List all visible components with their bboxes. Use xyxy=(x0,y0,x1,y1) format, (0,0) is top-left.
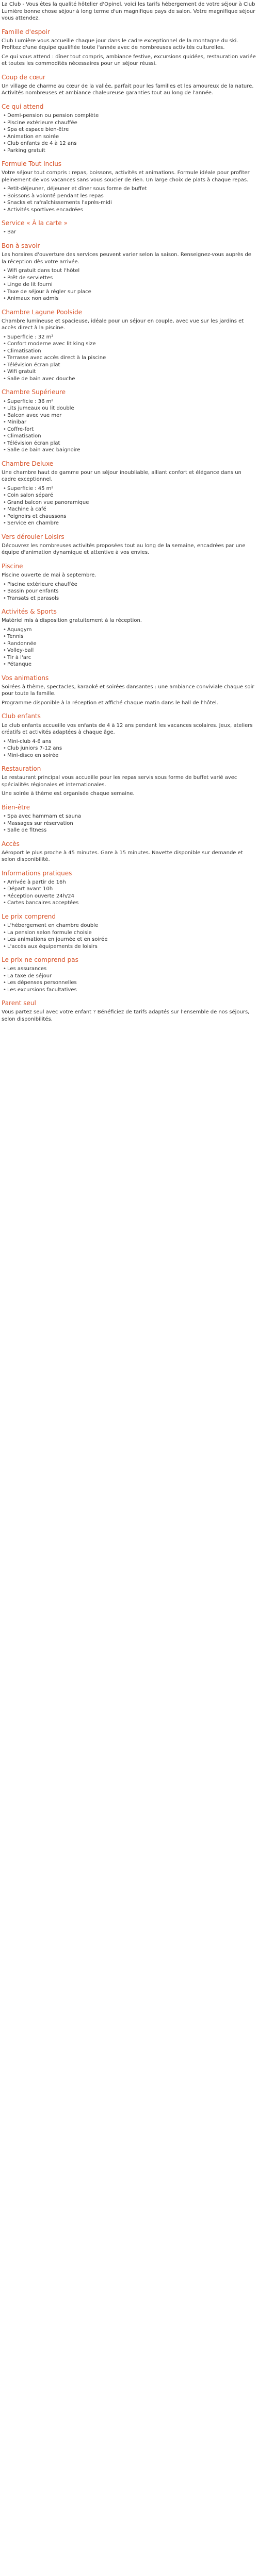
section-paragraph: Le club enfants accueille vos enfants de 4 à 12 ans pendant les vacances scolaires. Jeux, ateliers créatifs et activités adaptées à chaque âge. xyxy=(2,722,253,736)
section-title: Piscine xyxy=(2,562,23,570)
page-content xyxy=(0,0,258,1030)
list-item: • Balcon avec vue mer xyxy=(7,412,256,419)
list-item: • La pension selon formule choisie xyxy=(7,929,256,937)
section-block xyxy=(2,460,256,527)
intro-text: La Club - Vous êtes la qualité hôtelier d'Opinel, voici les tarifs hébergement de votre séjour à Club Lumière bonne chose séjour à long terme d'un magnifique pays de salon. Votre magnifique séjour vous attendez. xyxy=(2,2,255,21)
list-item: • L'hébergement en chambre double xyxy=(7,922,256,929)
list-item: • Coffre-fort xyxy=(7,426,256,433)
section-title: Parent seul xyxy=(2,999,36,1007)
list-item: • Pétanque xyxy=(7,661,256,668)
list-item: • La taxe de séjour xyxy=(7,973,256,980)
list-item: • Massages sur réservation xyxy=(7,820,256,827)
section-list xyxy=(2,334,256,383)
list-item: • Climatisation xyxy=(7,348,256,355)
list-item: • Club enfants de 4 à 12 ans xyxy=(7,140,256,147)
section-block xyxy=(2,765,256,798)
section-block xyxy=(2,912,256,950)
list-item: • Activités sportives encadrées xyxy=(7,207,256,214)
section-paragraph: Une soirée à thème est organisée chaque semaine. xyxy=(2,791,135,797)
section-title: Accès xyxy=(2,840,20,848)
section-block xyxy=(2,674,256,707)
section-paragraph: Ce qui vous attend : dîner tout compris, ambiance festive, excursions guidées, restauration variée et toutes les commodités nécessaires pour un séjour réussi. xyxy=(2,54,256,67)
section-list xyxy=(2,185,256,213)
list-item: • Les animations en journée et en soirée xyxy=(7,936,256,943)
list-item: • Snacks et rafraîchissements l'après-midi xyxy=(7,199,256,207)
list-item: • Salle de bain avec baignoire xyxy=(7,447,256,454)
section-title: Ce qui attend xyxy=(2,103,44,110)
section-block xyxy=(2,803,256,834)
list-item: • Arrivée à partir de 16h xyxy=(7,879,256,886)
section-list xyxy=(2,267,256,302)
section-block xyxy=(2,73,256,97)
list-item: • Spa avec hammam et sauna xyxy=(7,813,256,820)
list-item: • Piscine extérieure chauffée xyxy=(7,581,256,588)
list-item: • Les excursions facultatives xyxy=(7,987,256,994)
section-block xyxy=(2,956,256,993)
section-block xyxy=(2,712,256,759)
section-paragraph: Votre séjour tout compris : repas, boissons, activités et animations. Formule idéale pour profiter pleinement de vos vacances sans vous soucier de rien. Un large choix de plats à chaque repas. xyxy=(2,170,250,183)
sections-container xyxy=(2,28,256,1023)
list-item: • Taxe de séjour à régler sur place xyxy=(7,289,256,296)
section-list xyxy=(2,879,256,907)
section-paragraph: Les horaires d'ouverture des services peuvent varier selon la saison. Renseignez-vous auprès de la réception dès votre arrivée. xyxy=(2,252,251,265)
list-item: • Réception ouverte 24h/24 xyxy=(7,893,256,900)
section-paragraph: Aéroport le plus proche à 45 minutes. Gare à 15 minutes. Navette disponible sur demande et selon disponibilité. xyxy=(2,850,243,863)
list-item: • Télévision écran plat xyxy=(7,362,256,369)
section-block xyxy=(2,160,256,213)
section-title: Activités & Sports xyxy=(2,608,57,616)
list-item: • Animation en soirée xyxy=(7,133,256,141)
list-item: • Grand balcon vue panoramique xyxy=(7,499,256,506)
list-item: • Cartes bancaires acceptées xyxy=(7,900,256,907)
section-title: Le prix ne comprend pas xyxy=(2,956,78,964)
section-block xyxy=(2,242,256,302)
section-paragraph: Une chambre haut de gamme pour un séjour inoubliable, alliant confort et élégance dans un cadre exceptionnel. xyxy=(2,469,241,483)
section-title: Chambre Deluxe xyxy=(2,460,54,467)
section-block xyxy=(2,103,256,154)
list-item: • Salle de bain avec douche xyxy=(7,376,256,383)
section-title: Club enfants xyxy=(2,713,41,720)
section-block xyxy=(2,388,256,453)
section-block xyxy=(2,607,256,668)
list-item: • Climatisation xyxy=(7,433,256,440)
list-item: • Les assurances xyxy=(7,965,256,973)
list-item: • Randonnée xyxy=(7,640,256,648)
section-paragraph: Matériel mis à disposition gratuitement à la réception. xyxy=(2,618,142,624)
section-title: Vers dérouler Loisirs xyxy=(2,533,64,540)
section-list xyxy=(2,813,256,834)
section-title: Le prix comprend xyxy=(2,912,56,920)
section-title: Bon à savoir xyxy=(2,242,40,249)
list-item: • Club juniors 7-12 ans xyxy=(7,745,256,752)
section-list xyxy=(2,485,256,527)
section-title: Vos animations xyxy=(2,674,49,682)
list-item: • Peignoirs et chaussons xyxy=(7,513,256,520)
list-item: • Service en chambre xyxy=(7,520,256,527)
section-title: Coup de cœur xyxy=(2,73,45,81)
section-title: Chambre Supérieure xyxy=(2,388,66,396)
list-item: • Mini-disco en soirée xyxy=(7,752,256,759)
section-paragraph: Découvrez les nombreuses activités proposées tout au long de la semaine, encadrées par une équipe d'animation dynamique et attentive à vos envies. xyxy=(2,543,246,556)
section-paragraph: Programme disponible à la réception et affiché chaque matin dans le hall de l'hôtel. xyxy=(2,700,218,706)
list-item: • Superficie : 36 m² xyxy=(7,398,256,405)
list-item: • Coin salon séparé xyxy=(7,492,256,499)
section-block xyxy=(2,999,256,1023)
list-item: • Parking gratuit xyxy=(7,147,256,155)
section-title: Famille d'espoir xyxy=(2,28,50,36)
section-list xyxy=(2,398,256,454)
list-item: • Les dépenses personnelles xyxy=(7,979,256,987)
section-list xyxy=(2,922,256,950)
list-item: • Aquagym xyxy=(7,626,256,634)
list-item: • Petit-déjeuner, déjeuner et dîner sous forme de buffet xyxy=(7,185,256,193)
section-paragraph: Le restaurant principal vous accueille pour les repas servis sous forme de buffet varié avec spécialités régionales et internationales. xyxy=(2,775,237,788)
list-item: • Superficie : 45 m² xyxy=(7,485,256,493)
section-title: Chambre Lagune Poolside xyxy=(2,308,82,316)
section-title: Service « À la carte » xyxy=(2,219,68,227)
section-title: Bien-être xyxy=(2,803,30,811)
list-item: • Piscine extérieure chauffée xyxy=(7,120,256,127)
section-paragraph: Club Lumière vous accueille chaque jour dans le cadre exceptionnel de la montagne du ski. Profitez d'une équipe qualifiée toute l'année avec de nombreuses activités culturelles. xyxy=(2,38,238,51)
section-paragraph: Un village de charme au cœur de la vallée, parfait pour les familles et les amoureux de la nature. Activités nombreuses et ambiance chaleureuse garanties tout au long de l'année. xyxy=(2,83,254,96)
list-item: • Transats et parasols xyxy=(7,595,256,602)
list-item: • L'accès aux équipements de loisirs xyxy=(7,943,256,951)
list-item: • Animaux non admis xyxy=(7,295,256,302)
list-item: • Minibar xyxy=(7,419,256,426)
section-list xyxy=(2,738,256,759)
section-list xyxy=(2,581,256,602)
section-list xyxy=(2,112,256,154)
list-item: • Prêt de serviettes xyxy=(7,275,256,282)
section-paragraph: Soirées à thème, spectacles, karaoké et soirées dansantes : une ambiance conviviale chaque soir pour toute la famille. xyxy=(2,684,254,697)
section-title: Restauration xyxy=(2,765,41,773)
list-item: • Volley-ball xyxy=(7,647,256,654)
section-block xyxy=(2,533,256,556)
section-paragraph: Chambre lumineuse et spacieuse, idéale pour un séjour en couple, avec vue sur les jardins et accès direct à la piscine. xyxy=(2,318,244,331)
list-item: • Wifi gratuit dans tout l'hôtel xyxy=(7,267,256,275)
section-block xyxy=(2,562,256,602)
section-block xyxy=(2,840,256,863)
section-block xyxy=(2,219,256,236)
section-block xyxy=(2,869,256,907)
list-item: • Demi-pension ou pension complète xyxy=(7,112,256,120)
list-item: • Bar xyxy=(7,229,256,236)
list-item: • Tir à l'arc xyxy=(7,654,256,662)
list-item: • Confort moderne avec lit king size xyxy=(7,341,256,348)
section-list xyxy=(2,965,256,993)
list-item: • Terrasse avec accès direct à la piscine xyxy=(7,354,256,362)
list-item: • Mini-club 4-6 ans xyxy=(7,738,256,745)
list-item: • Superficie : 32 m² xyxy=(7,334,256,341)
section-block xyxy=(2,308,256,383)
section-title: Formule Tout Inclus xyxy=(2,160,62,168)
list-item: • Départ avant 10h xyxy=(7,886,256,893)
section-paragraph: Piscine ouverte de mai à septembre. xyxy=(2,572,96,579)
section-paragraph: Vous partez seul avec votre enfant ? Bénéficiez de tarifs adaptés sur l'ensemble de nos séjours, selon disponibilités. xyxy=(2,1009,250,1022)
list-item: • Bassin pour enfants xyxy=(7,588,256,595)
list-item: • Wifi gratuit xyxy=(7,368,256,376)
list-item: • Spa et espace bien-être xyxy=(7,126,256,133)
list-item: • Lits jumeaux ou lit double xyxy=(7,405,256,412)
list-item: • Boissons à volonté pendant les repas xyxy=(7,193,256,200)
list-item: • Salle de fitness xyxy=(7,827,256,834)
section-list xyxy=(2,229,256,236)
section-title: Informations pratiques xyxy=(2,869,72,877)
list-item: • Tennis xyxy=(7,633,256,640)
list-item: • Linge de lit fourni xyxy=(7,281,256,289)
list-item: • Machine à café xyxy=(7,506,256,513)
list-item: • Télévision écran plat xyxy=(7,440,256,447)
section-list xyxy=(2,626,256,668)
section-block xyxy=(2,28,256,67)
